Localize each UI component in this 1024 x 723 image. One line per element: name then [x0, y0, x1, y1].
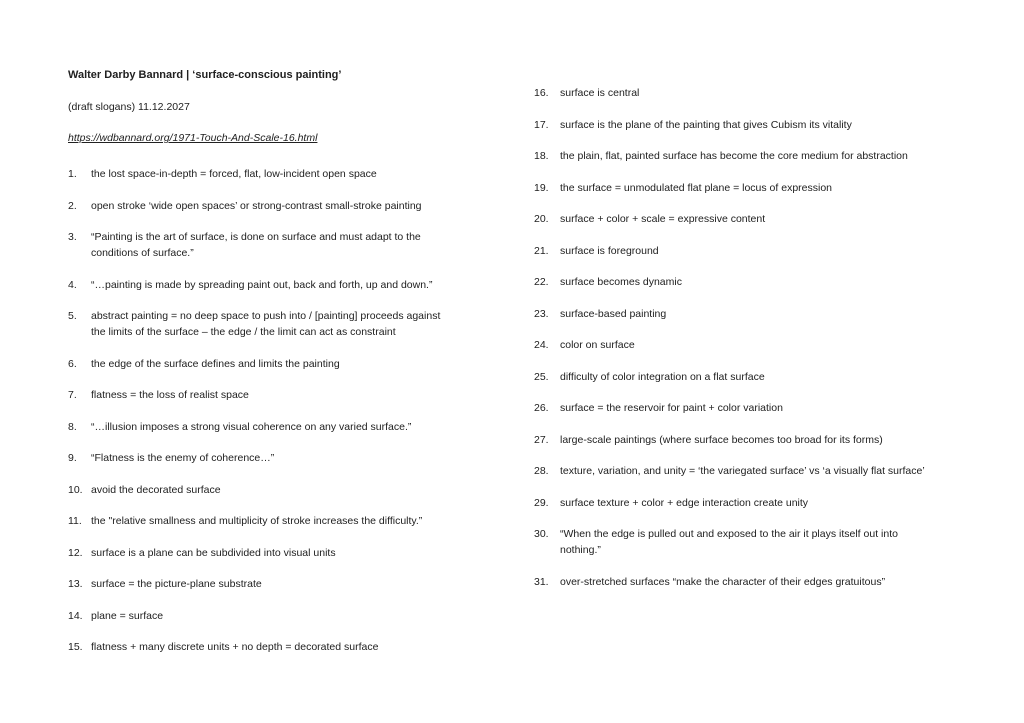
item-text: the surface = unmodulated flat plane = locus of expression	[560, 181, 833, 194]
list-item	[68, 419, 447, 435]
list-item	[534, 243, 932, 259]
item-text: “…painting is made by spreading paint out, back and forth, up and down.”	[91, 278, 433, 291]
list-item	[534, 85, 932, 101]
item-text: “When the edge is pulled out and exposed to the air it plays itself out into nothing.”	[560, 528, 898, 556]
item-text: color on surface	[560, 339, 635, 351]
item-number: 11.	[68, 515, 82, 527]
item-number: 26.	[534, 402, 549, 414]
item-number: 15.	[68, 641, 83, 653]
list-item	[68, 576, 447, 592]
item-number: 2.	[68, 199, 77, 212]
list-item	[534, 432, 932, 448]
item-text: surface + color + scale = expressive content	[560, 213, 766, 225]
item-number: 27.	[534, 433, 549, 446]
item-number: 17.	[534, 118, 549, 131]
list-item	[534, 180, 932, 196]
item-number: 1.	[68, 168, 77, 180]
item-text: surface texture + color + edge interaction create unity	[560, 496, 809, 509]
item-text: surface is the plane of the painting that gives Cubism its vitality	[560, 118, 852, 131]
item-text: “Flatness is the enemy of coherence…”	[91, 452, 275, 464]
list-item	[68, 639, 447, 655]
list-item	[68, 356, 447, 372]
item-number: 6.	[68, 357, 77, 370]
list-item	[68, 482, 447, 498]
item-text: texture, variation, and unity = ‘the variegated surface’ vs ‘a visually flat surface’	[560, 465, 925, 477]
list-item	[68, 229, 447, 261]
item-number: 12.	[68, 546, 83, 559]
list-item	[534, 463, 932, 479]
list-item	[68, 545, 447, 561]
item-number: 24.	[534, 339, 549, 351]
list-item	[68, 513, 447, 529]
list-item	[68, 450, 447, 466]
item-text: surface = the picture-plane substrate	[91, 578, 262, 590]
list-item	[68, 608, 447, 624]
list-item	[68, 166, 447, 182]
item-number: 19.	[534, 181, 549, 194]
item-number: 16.	[534, 87, 549, 99]
list-item	[534, 526, 932, 558]
list-item	[534, 148, 932, 164]
item-number: 20.	[534, 213, 549, 225]
item-number: 13.	[68, 578, 83, 590]
item-text: surface is central	[560, 87, 640, 99]
item-text: flatness + many discrete units + no depth = decorated surface	[91, 641, 379, 653]
item-number: 10.	[68, 483, 83, 496]
item-number: 9.	[68, 452, 77, 464]
doc-date-line: (draft slogans) 11.12.2027	[68, 100, 190, 113]
item-text: the lost space-in-depth = forced, flat, low-incident open space	[91, 168, 377, 180]
item-number: 22.	[534, 276, 549, 288]
item-text: flatness = the loss of realist space	[91, 389, 249, 401]
item-number: 31.	[534, 575, 549, 588]
list-item	[68, 308, 447, 340]
list-item	[534, 274, 932, 290]
item-text: open stroke ‘wide open spaces’ or strong-contrast small-stroke painting	[91, 199, 422, 212]
list-item	[534, 574, 932, 590]
item-text: surface-based painting	[560, 307, 667, 320]
item-number: 28.	[534, 465, 549, 477]
list-item	[534, 117, 932, 133]
item-number: 8.	[68, 420, 77, 433]
item-text: the "relative smallness and multiplicity of stroke increases the difficulty.”	[91, 515, 423, 527]
item-number: 29.	[534, 496, 549, 509]
item-text: surface is foreground	[560, 244, 659, 257]
doc-link[interactable]: https://wdbannard.org/1971-Touch-And-Scale-16.html	[68, 132, 318, 144]
item-text: difficulty of color integration on a flat surface	[560, 370, 765, 383]
list-item	[534, 400, 932, 416]
doc-title: Walter Darby Bannard | ‘surface-conscious painting’	[68, 69, 342, 81]
item-text: surface = the reservoir for paint + color variation	[560, 402, 783, 414]
item-text: “…illusion imposes a strong visual coherence on any varied surface.”	[91, 420, 412, 433]
doc-link-line	[68, 130, 468, 146]
item-text: plane = surface	[91, 609, 164, 622]
list-item	[534, 306, 932, 322]
list-item	[534, 495, 932, 511]
slogan-list-right	[534, 85, 932, 605]
slogan-list-left	[68, 166, 448, 671]
item-number: 23.	[534, 307, 549, 320]
item-number: 14.	[68, 609, 83, 622]
item-text: avoid the decorated surface	[91, 483, 221, 496]
item-text: abstract painting = no deep space to push into / [painting] proceeds against the limits of the surface – the edge / the limit can act as constraint	[91, 310, 441, 338]
item-text: surface becomes dynamic	[560, 276, 682, 288]
item-number: 21.	[534, 244, 549, 257]
item-number: 30.	[534, 528, 549, 540]
item-text: the plain, flat, painted surface has become the core medium for abstraction	[560, 150, 908, 162]
doc-header	[68, 67, 468, 162]
list-item	[534, 337, 932, 353]
item-number: 18.	[534, 150, 549, 162]
item-text: “Painting is the art of surface, is done on surface and must adapt to the conditions of surface.”	[91, 231, 421, 259]
item-text: the edge of the surface defines and limits the painting	[91, 357, 340, 370]
item-text: over-stretched surfaces “make the character of their edges gratuitous”	[560, 575, 886, 588]
list-item	[68, 198, 447, 214]
item-text: large-scale paintings (where surface becomes too broad for its forms)	[560, 433, 883, 446]
list-item	[68, 387, 447, 403]
item-number: 25.	[534, 370, 549, 383]
item-number: 7.	[68, 389, 77, 401]
list-item	[68, 277, 447, 293]
item-number: 3.	[68, 231, 77, 243]
item-text: surface is a plane can be subdivided into visual units	[91, 546, 336, 559]
item-number: 5.	[68, 310, 77, 322]
item-number: 4.	[68, 278, 77, 291]
list-item	[534, 211, 932, 227]
list-item	[534, 369, 932, 385]
